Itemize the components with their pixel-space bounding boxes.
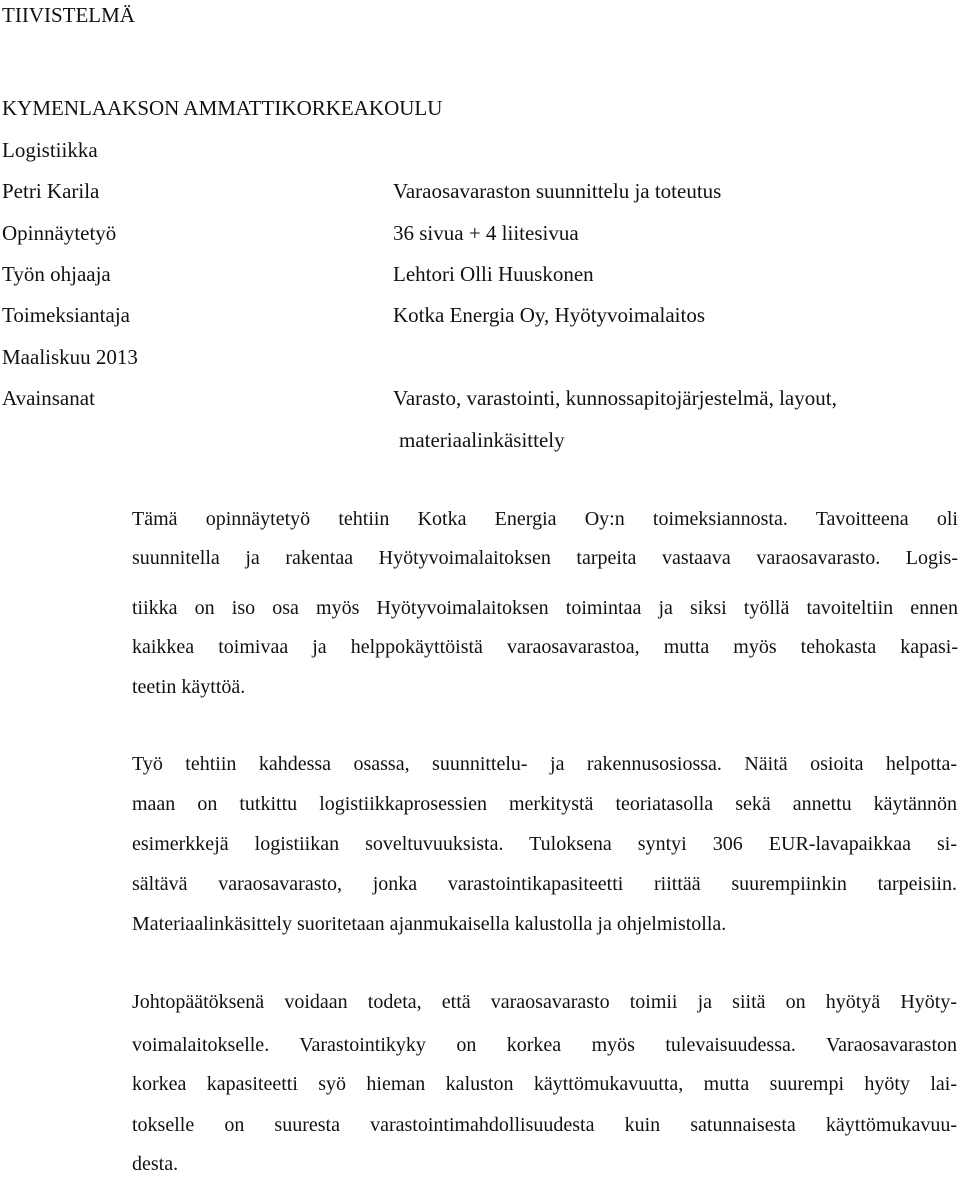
- thesis-title: Varaosavaraston suunnittelu ja toteutus: [393, 179, 722, 203]
- paragraph-line: maan on tutkittu logistiikkaprosessien merkitystä teoriatasolla sekä annettu käytännön: [132, 793, 957, 815]
- keywords-line-2: materiaalinkäsittely: [399, 428, 565, 452]
- paragraph-line: tiikka on iso osa myös Hyötyvoimalaitoksen toimintaa ja siksi työllä tavoiteltiin ennen: [132, 597, 958, 619]
- paragraph-line: Materiaalinkäsittely suoritetaan ajanmukaisella kalustolla ja ohjelmistolla.: [132, 913, 727, 935]
- supervisor-label: Työn ohjaaja: [2, 262, 111, 286]
- supervisor-value: Lehtori Olli Huuskonen: [393, 262, 594, 286]
- paragraph-line: korkea kapasiteetti syö hieman kaluston käyttömukavuutta, mutta suurempi hyöty lai-: [132, 1073, 957, 1095]
- paragraph-line: voimalaitokselle. Varastointikyky on korkea myös tulevaisuudessa. Varaosavaraston: [132, 1034, 957, 1056]
- page-count: 36 sivua + 4 liitesivua: [393, 221, 579, 245]
- paragraph-line: tokselle on suuresta varastointimahdollisuudesta kuin satunnaisesta käyttömukavuu-: [132, 1114, 957, 1136]
- paragraph-line: desta.: [132, 1153, 179, 1175]
- document-type-label: Opinnäytetyö: [2, 221, 117, 245]
- author-name: Petri Karila: [2, 179, 100, 203]
- page-heading: TIIVISTELMÄ: [2, 3, 135, 27]
- keywords-label: Avainsanat: [2, 386, 95, 410]
- paragraph-line: Tämä opinnäytetyö tehtiin Kotka Energia Oy:n toimeksiannosta. Tavoitteena oli: [132, 508, 958, 530]
- keywords-line-1: Varasto, varastointi, kunnossapitojärjestelmä, layout,: [393, 386, 837, 410]
- paragraph-line: kaikkea toimivaa ja helppokäyttöistä varaosavarastoa, mutta myös tehokasta kapasi-: [132, 636, 958, 658]
- institution-name: KYMENLAAKSON AMMATTIKORKEAKOULU: [2, 96, 443, 120]
- publication-date: Maaliskuu 2013: [2, 345, 138, 369]
- paragraph-line: suunnitella ja rakentaa Hyötyvoimalaitoksen tarpeita vastaava varaosavarasto. Logis-: [132, 547, 958, 569]
- commissioner-value: Kotka Energia Oy, Hyötyvoimalaitos: [393, 303, 706, 327]
- commissioner-label: Toimeksiantaja: [2, 303, 130, 327]
- paragraph-line: Johtopäätöksenä voidaan todeta, että varaosavarasto toimii ja siitä on hyötyä Hyöty-: [132, 991, 957, 1013]
- department-name: Logistiikka: [2, 138, 98, 162]
- paragraph-line: sältävä varaosavarasto, jonka varastointikapasiteetti riittää suurempiinkin tarpeisiin.: [132, 873, 957, 895]
- paragraph-line: Työ tehtiin kahdessa osassa, suunnittelu- ja rakennusosiossa. Näitä osioita helpotta-: [132, 753, 957, 775]
- paragraph-line: esimerkkejä logistiikan soveltuvuuksista. Tuloksena syntyi 306 EUR-lavapaikkaa si-: [132, 833, 957, 855]
- paragraph-line: teetin käyttöä.: [132, 676, 246, 698]
